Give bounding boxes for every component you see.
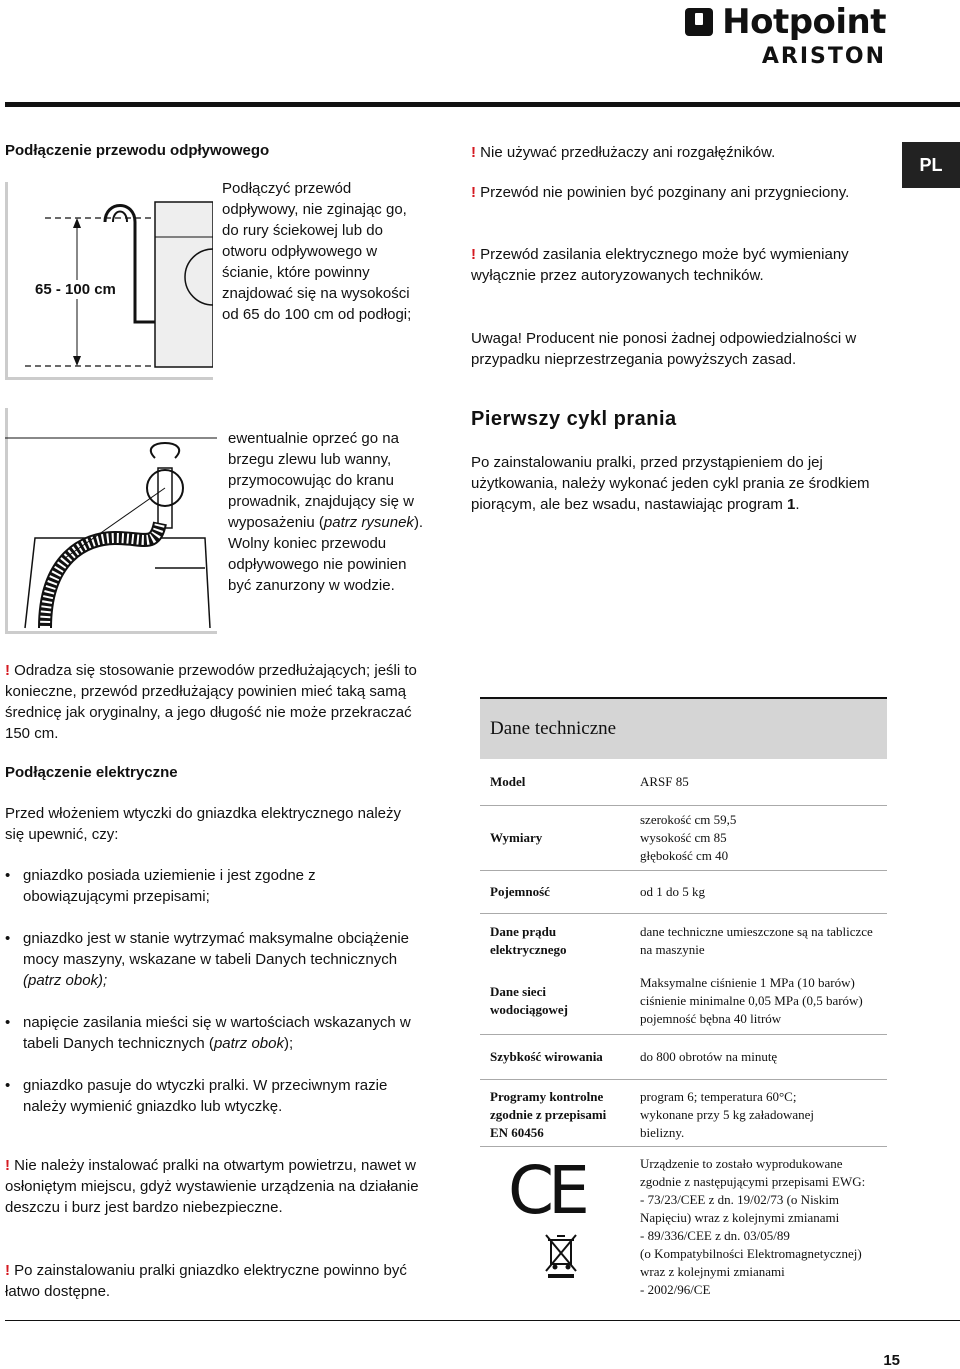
language-tab: PL bbox=[902, 142, 960, 188]
directives-text: Urządzenie to zostało wyprodukowane zgodnie z następującymi przepisami EWG: - 73/23/CEE z dn. 19/02/73 (o Niskim Napięciu) wraz z kolejnymi zmianami - 89/336/CEE z dn. 03/05/89 (o Kompatybilności Elektromagnetycznej) wraz z kolejnymi zmianami - 2002/96/CE bbox=[640, 1156, 866, 1297]
electrical-heading: Podłączenie elektryczne bbox=[5, 764, 178, 781]
warning-icon: ! bbox=[471, 144, 476, 161]
warning-icon: ! bbox=[5, 1262, 10, 1279]
table-row: Szybkość wirowania do 800 obrotów na minutę bbox=[480, 1035, 887, 1080]
table-row: Pojemność od 1 do 5 kg bbox=[480, 871, 887, 914]
brand-subname: ARISTON bbox=[761, 44, 886, 69]
table-row: Model ARSF 85 bbox=[480, 759, 887, 806]
table-row: Dane sieci wodociągowej Maksymalne ciśnienie 1 MPa (10 barów) ciśnienie minimalne 0,05 MPa (0,5 barów) pojemność bębna 40 litrów bbox=[480, 968, 887, 1035]
weee-bin-icon bbox=[544, 1233, 578, 1279]
warning-cable-replace: ! Przewód zasilania elektrycznego może być wymieniany wyłącznie przez autoryzowanych techników. bbox=[471, 246, 849, 284]
tech-data-title: Dane techniczne bbox=[480, 697, 887, 759]
warning-icon: ! bbox=[471, 184, 476, 201]
height-range-label: 65 - 100 cm bbox=[35, 281, 116, 298]
hotpoint-logo-icon bbox=[684, 7, 714, 37]
drain-text-wall: Podłączyć przewód odpływowy, nie zginając go, do rury ściekowej lub do otworu odpływowego w ścianie, które powinny znajdować się na wysokości od 65 do 100 cm od podłogi; bbox=[222, 180, 412, 323]
drain-heading: Podłączenie przewodu odpływowego bbox=[5, 142, 270, 159]
tech-data-table bbox=[480, 697, 887, 1295]
warning-cable-bend: ! Przewód nie powinien być pozginany ani przygnieciony. bbox=[471, 184, 850, 201]
list-item: • gniazdko pasuje do wtyczki pralki. W przeciwnym razie należy wymienić gniazdko lub wtyczkę. bbox=[5, 1075, 425, 1117]
warning-icon: ! bbox=[471, 246, 476, 263]
footer-rule bbox=[5, 1320, 960, 1321]
warning-no-extension: ! Nie używać przedłużaczy ani rozgałęźników. bbox=[471, 144, 776, 161]
warning-outdoor: ! Nie należy instalować pralki na otwartym powietrzu, nawet w osłoniętym miejscu, gdyż wystawienie urządzenia na działanie deszczu i burz jest bardzo niebezpieczne. bbox=[5, 1157, 419, 1216]
electrical-intro: Przed włożeniem wtyczki do gniazdka elektrycznego należy się upewnić, czy: bbox=[5, 805, 402, 843]
sink-hose-illustration bbox=[5, 408, 217, 634]
table-row bbox=[480, 1146, 887, 1295]
first-cycle-title: Pierwszy cykl prania bbox=[471, 408, 677, 430]
table-row: Wymiary szerokość cm 59,5 wysokość cm 85 głębokość cm 40 bbox=[480, 806, 887, 871]
brand-name: Hotpoint bbox=[722, 2, 886, 42]
list-item: • napięcie zasilania mieści się w wartościach wskazanych w tabeli Danych technicznych (patrz obok); bbox=[5, 1012, 425, 1054]
brand-logo bbox=[684, 2, 886, 69]
warning-socket-access: ! Po zainstalowaniu pralki gniazdko elektryczne powinno być łatwo dostępne. bbox=[5, 1262, 407, 1300]
warning-icon: ! bbox=[5, 1157, 10, 1174]
table-row: Programy kontrolne zgodnie z przepisami EN 60456 program 6; temperatura 60°C; wykonane przy 5 kg załadowanej bielizny. bbox=[490, 1089, 814, 1140]
table-row: Dane prądu elektrycznego dane techniczne umieszczone są na tabliczce na maszynie bbox=[490, 924, 873, 957]
drain-height-illustration bbox=[5, 182, 213, 380]
sink-hose-drawing bbox=[5, 408, 217, 634]
list-item: • gniazdko jest w stanie wytrzymać maksymalne obciążenie mocy maszyny, wskazane w tabeli Danych technicznych (patrz obok); bbox=[5, 928, 425, 991]
warning-icon: ! bbox=[5, 662, 10, 679]
page-number: 15 bbox=[883, 1352, 900, 1369]
list-item: • gniazdko posiada uziemienie i jest zgodne z obowiązującymi przepisami; bbox=[5, 865, 425, 907]
drain-text-sink: ewentualnie oprzeć go na brzegu zlewu lub wanny, przymocowując do kranu prowadnik, znajdujący się w wyposażeniu (patrz rysunek). Wolny koniec przewodu odpływowego nie powinien być zanurzony w wodzie. bbox=[228, 430, 424, 594]
first-cycle-text: Po zainstalowaniu pralki, przed przystąpieniem do jej użytkowania, należy wykonać jeden cykl prania ze środkiem piorącym, ale bez wsadu, nastawiając program 1. bbox=[471, 454, 870, 513]
electrical-checklist bbox=[5, 865, 425, 1138]
liability-note: Uwaga! Producent nie ponosi żadnej odpowiedzialności w przypadku nieprzestrzegania powyższych zasad. bbox=[471, 330, 857, 368]
warning-extension-hose: ! Odradza się stosowanie przewodów przedłużających; jeśli to konieczne, przewód przedłużający powinien mieć taką samą średnicę jak oryginalny, a jego długość nie może przekraczać 150 cm. bbox=[5, 662, 417, 742]
header-rule bbox=[5, 102, 960, 107]
ce-mark-icon: CE bbox=[508, 1152, 584, 1229]
